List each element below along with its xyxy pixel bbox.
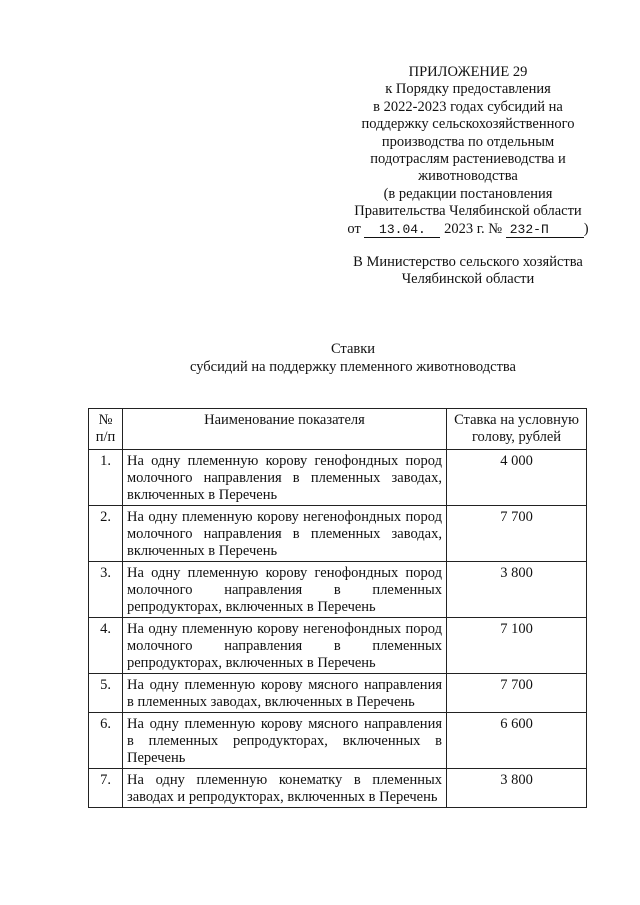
row-num: 1. [89, 450, 123, 506]
row-num: 5. [89, 674, 123, 713]
row-rate: 3 800 [447, 562, 587, 618]
table-row [89, 450, 587, 506]
annex-line: подотраслям растениеводства и [370, 151, 566, 168]
resolution-date: 13.04. [364, 223, 440, 238]
row-rate: 6 600 [447, 713, 587, 769]
document-title [88, 340, 618, 376]
annex-line: ПРИЛОЖЕНИЕ 29 [408, 64, 528, 80]
annex-header [338, 64, 598, 238]
row-name: На одну племенную корову генофондных пород молочного направления в племенных репродукторах, включенных в Перечень [123, 562, 447, 618]
row-name: На одну племенную корову негенофондных пород молочного направления в племенных заводах, включенных в Перечень [123, 506, 447, 562]
close-paren: ) [583, 220, 589, 237]
header-rate: Ставка на условную голову, рублей [447, 409, 587, 450]
annex-line: (в редакции постановления [383, 185, 553, 202]
header-name: Наименование показателя [123, 409, 447, 450]
row-rate: 3 800 [447, 769, 587, 808]
annex-line: к Порядку предоставления [385, 81, 551, 98]
resolution-reference [338, 221, 598, 238]
title-line-2: субсидий на поддержку племенного животноводства [189, 359, 516, 375]
table-header-row [89, 409, 587, 450]
row-name: На одну племенную корову генофондных пород молочного направления в племенных заводах, включенных в Перечень [123, 450, 447, 506]
row-name: На одну племенную корову мясного направления в племенных репродукторах, включенных в Перечень [123, 713, 447, 769]
table-row [89, 562, 587, 618]
title-line-1: Ставки [330, 341, 376, 357]
table-row [89, 769, 587, 808]
row-rate: 7 700 [447, 674, 587, 713]
row-num: 7. [89, 769, 123, 808]
row-num: 2. [89, 506, 123, 562]
table-row [89, 506, 587, 562]
row-rate: 7 100 [447, 618, 587, 674]
row-name: На одну племенную корову негенофондных пород молочного направления в племенных репродукторах, включенных в Перечень [123, 618, 447, 674]
annex-line: Правительства Челябинской области [354, 203, 582, 220]
table-row [89, 713, 587, 769]
addressee-line-1: В Министерство сельского хозяйства [353, 254, 583, 270]
rates-table [88, 408, 587, 808]
row-name: На одну племенную конематку в племенных заводах и репродукторах, включенных в Перечень [123, 769, 447, 808]
row-num: 6. [89, 713, 123, 769]
row-num: 3. [89, 562, 123, 618]
table-row [89, 618, 587, 674]
annex-line: животноводства [418, 168, 518, 185]
row-num: 4. [89, 618, 123, 674]
annex-line: поддержку сельскохозяйственного [361, 116, 575, 133]
row-rate: 7 700 [447, 506, 587, 562]
row-rate: 4 000 [447, 450, 587, 506]
resolution-number: 232-П [506, 223, 584, 238]
annex-line: в 2022-2023 годах субсидий на [373, 98, 563, 115]
addressee-line-2: Челябинской области [401, 271, 535, 288]
row-name: На одну племенную корову мясного направления в племенных заводах, включенных в Перечень [123, 674, 447, 713]
header-num: № п/п [89, 409, 123, 450]
from-prefix: от [347, 220, 361, 237]
addressee-block [338, 254, 598, 289]
table-row [89, 674, 587, 713]
annex-line: производства по отдельным [381, 133, 555, 150]
resolution-year: 2023 г. № [444, 220, 503, 237]
